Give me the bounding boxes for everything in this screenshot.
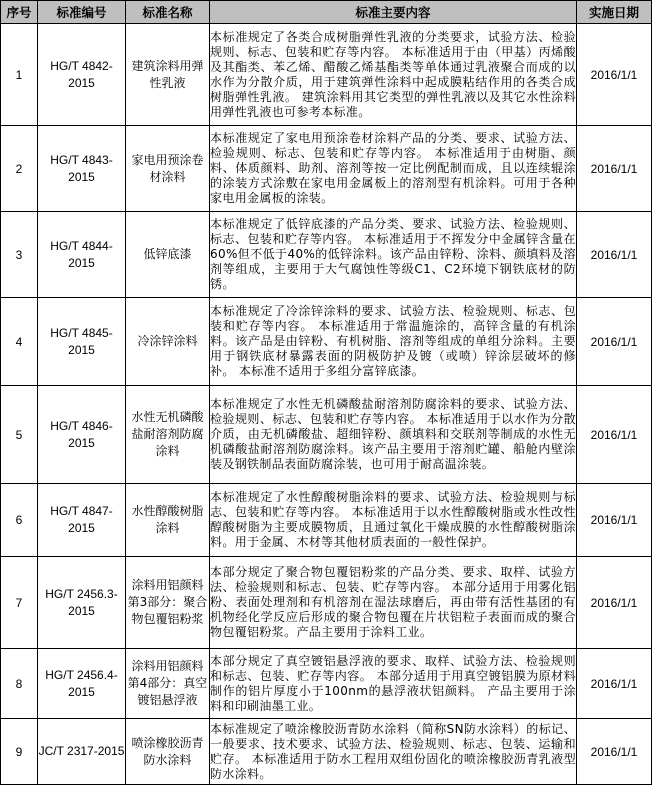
row-seq: 4 (1, 298, 38, 386)
row-name: 水性醇酸树脂涂料 (126, 484, 210, 557)
row-seq: 5 (1, 386, 38, 484)
row-content: 本标准规定了喷涂橡胶沥青防水涂料（简称SN防水涂料）的标记、一般要求、技术要求、试验方法、检验规则、标志、包装、运输和贮存。 本标准适用于防水工程用双组份固化的喷涂橡胶沥青乳液型防水涂料。 (210, 719, 577, 785)
row-seq: 9 (1, 719, 38, 785)
row-content: 本标准规定了家电用预涂卷材涂料产品的分类、要求、试验方法、检验规则、标志、包装和贮存等内容。 本标准适用于由树脂、颜料、体质颜料、助剂、溶剂等按一定比例配制而成，且以连续辊涂的涂装方式涂敷在家电用金属板上的溶剂型有机涂料。可用于各种家电用金属板的涂装。 (210, 126, 577, 212)
row-name: 喷涂橡胶沥青防水涂料 (126, 719, 210, 785)
row-content: 本部分规定了真空镀铝悬浮液的要求、取样、试验方法、检验规则和标志、包装、贮存等内容。 本部分适用于用真空镀铝膜为原材料制作的铝片厚度小于100nm的悬浮液状铝颜料。 产品主要用于涂料和印刷油墨工业。 (210, 649, 577, 719)
row-content: 本标准规定了低锌底漆的产品分类、要求、试验方法、检验规则、标志、包装和贮存等内容。 本标准适用于不挥发分中金属锌含量在60%但不低于40%的低锌涂料。该产品由锌粉、涂料、颜填料及溶剂等组成，主要用于大气腐蚀性等级C1、C2环境下钢铁底材的防锈。 (210, 212, 577, 298)
row-seq: 6 (1, 484, 38, 557)
row-code: HG/T 4845-2015 (38, 298, 126, 386)
header-date: 实施日期 (577, 1, 652, 24)
row-code: HG/T 4847-2015 (38, 484, 126, 557)
row-code: HG/T 2456.3-2015 (38, 557, 126, 649)
header-name: 标准名称 (126, 1, 210, 24)
row-content: 本标准规定了冷涂锌涂料的要求、试验方法、检验规则、标志、包装和贮存等内容。 本标准适用于常温施涂的，高锌含量的有机涂料。该产品是由锌粉、有机树脂、溶剂等组成的单组分涂料。主要用于钢铁底材暴露表面的阴极防护及镀（或喷）锌涂层破坏的修补。 本标准不适用于多组分富锌底漆。 (210, 298, 577, 386)
row-seq: 1 (1, 24, 38, 126)
row-code: HG/T 4843-2015 (38, 126, 126, 212)
row-seq: 7 (1, 557, 38, 649)
table-row (1, 126, 652, 212)
row-name: 冷涂锌涂料 (126, 298, 210, 386)
table-row (1, 649, 652, 719)
table-row (1, 212, 652, 298)
row-code: HG/T 4846-2015 (38, 386, 126, 484)
row-name: 涂料用铝颜料第3部分：聚合物包覆铝粉浆 (126, 557, 210, 649)
row-name: 建筑涂料用弹性乳液 (126, 24, 210, 126)
header-row (1, 1, 652, 24)
row-date: 2016/1/1 (577, 386, 652, 484)
table-row (1, 719, 652, 785)
row-code: HG/T 4842-2015 (38, 24, 126, 126)
row-code: HG/T 2456.4-2015 (38, 649, 126, 719)
row-content: 本部分规定了聚合物包覆铝粉浆的产品分类、要求、取样、试验方法、检验规则和标志、包装、贮存等内容。 本部分适用于用雾化铝粉、表面处理剂和有机溶剂在湿法球磨后，再由带有活性基团的有机物经化学反应后形成的聚合物包覆在片状铝粒子表面而成的聚合物包覆铝粉浆。产品主要用于涂料工业。 (210, 557, 577, 649)
row-name: 低锌底漆 (126, 212, 210, 298)
row-seq: 3 (1, 212, 38, 298)
row-date: 2016/1/1 (577, 24, 652, 126)
row-name: 涂料用铝颜料第4部分：真空镀铝悬浮液 (126, 649, 210, 719)
row-date: 2016/1/1 (577, 719, 652, 785)
row-date: 2016/1/1 (577, 298, 652, 386)
row-content: 本标准规定了水性无机磷酸盐耐溶剂防腐涂料的要求、试验方法、检验规则、标志、包装和贮存等内容。 本标准适用于以水作为分散介质，由无机磷酸盐、超细锌粉、颜填料和交联剂等制成的水性无机磷酸盐耐溶剂防腐涂料。该产品主要用于溶剂贮罐、船舱内壁涂装及钢铁制品表面防腐涂装，也可用于耐高温涂装。 (210, 386, 577, 484)
row-date: 2016/1/1 (577, 649, 652, 719)
row-date: 2016/1/1 (577, 126, 652, 212)
row-date: 2016/1/1 (577, 484, 652, 557)
row-content: 本标准规定了水性醇酸树脂涂料的要求、试验方法、检验规则与标志、包装和贮存等内容。 本标准适用于以水性醇酸树脂或水性改性醇酸树脂为主要成膜物质，且通过氧化干燥成膜的水性醇酸树脂涂料。用于金属、木材等其他材质表面的一般性保护。 (210, 484, 577, 557)
table-row (1, 386, 652, 484)
row-name: 家电用预涂卷材涂料 (126, 126, 210, 212)
table-row (1, 484, 652, 557)
header-content: 标准主要内容 (210, 1, 577, 24)
header-code: 标准编号 (38, 1, 126, 24)
row-seq: 8 (1, 649, 38, 719)
row-date: 2016/1/1 (577, 212, 652, 298)
row-seq: 2 (1, 126, 38, 212)
row-name: 水性无机磷酸盐耐溶剂防腐涂料 (126, 386, 210, 484)
table-row (1, 557, 652, 649)
table-row (1, 24, 652, 126)
table-row (1, 298, 652, 386)
header-seq: 序号 (1, 1, 38, 24)
row-code: HG/T 4844-2015 (38, 212, 126, 298)
row-date: 2016/1/1 (577, 557, 652, 649)
row-content: 本标准规定了各类合成树脂弹性乳液的分类要求，试验方法、检验规则、标志、包装和贮存等内容。 本标准适用于由（甲基）丙烯酸及其酯类、苯乙烯、醋酸乙烯基酯类等单体通过乳液聚合而成的以水作为分散介质，用于建筑弹性涂料中起成膜粘结作用的各类合成树脂弹性乳液。 建筑涂料用其它类型的弹性乳液以及其它水性涂料用弹性乳液也可参考本标准。 (210, 24, 577, 126)
row-code: JC/T 2317-2015 (38, 719, 126, 785)
